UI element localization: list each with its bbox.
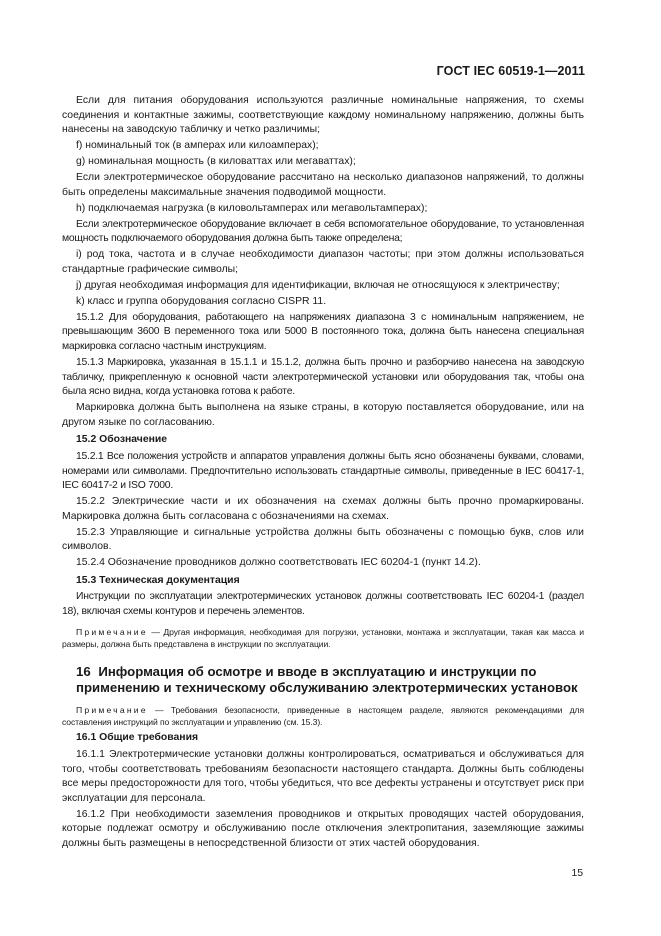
list-item-k: k) класс и группа оборудования согласно CISPR 11. bbox=[76, 295, 327, 307]
paragraph: Если электротермическое оборудование рассчитано на несколько диапазонов напряжений, то должны быть определены максимальные значения подводимой мощности. bbox=[62, 172, 584, 198]
clause-15-2-2: 15.2.2 Электрические части и их обозначения на схемах должны быть прочно промаркированы. Маркировка должна быть согласована с обозначениями на схемах. bbox=[62, 496, 584, 522]
note bbox=[62, 704, 584, 728]
clause-15-1-2: 15.1.2 Для оборудования, работающего на напряжениях диапазона 3 с номинальным напряжением, не превышающим 3600 В переменного тока или 5000 В постоянного тока, должна быть нанесена специальная маркировка согласно частным инструкциям. bbox=[62, 311, 584, 353]
page-content bbox=[62, 94, 584, 853]
note-text: — Другая информация, необходимая для погрузки, установки, монтажа и эксплуатации, такая как масса и размеры, должна быть представлена в инструкции по эксплуатации. bbox=[62, 626, 584, 649]
note-label: Примечание bbox=[76, 626, 148, 637]
paragraph: Если электротермическое оборудование включает в себя вспомогательное оборудование, то установленная мощность подключаемого оборудования должна быть также определена; bbox=[62, 218, 584, 245]
list-item-i: i) род тока, частота и в случае необходимости диапазон частоты; при этом должны использоваться стандартные графические символы; bbox=[62, 249, 584, 275]
page-number: 15 bbox=[571, 868, 583, 879]
section-title: Информация об осмотре и вводе в эксплуатацию и инструкции по применению и техническому обслуживанию электротермических установок bbox=[76, 664, 578, 696]
document-header: ГОСТ IEC 60519-1—2011 bbox=[436, 64, 585, 78]
clause-16-1-1: 16.1.1 Электротермические установки должны контролироваться, осматриваться и обслуживаться для того, чтобы соответствовать требованиям безопасности настоящего стандарта. Должны быть соблюдены все меры предосторожности для того, чтобы убедиться, что все дефекты устранены и отсутствует риск при эксплуатации для персонала. bbox=[62, 749, 584, 804]
note-label: Примечание bbox=[76, 705, 148, 716]
note-text: — Требования безопасности, приведенные в настоящем разделе, являются рекомендациями для составления инструкций по эксплуатации и управлению (см. 15.3). bbox=[62, 705, 584, 728]
clause-15-1-3: 15.1.3 Маркировка, указанная в 15.1.1 и 15.1.2, должна быть прочно и разборчиво нанесена на заводскую табличку, прикрепленную к основной части электротермической установки или оборудования так, чтобы она была ясно видна, когда установка готова к работе. bbox=[62, 357, 584, 398]
list-item-g: g) номинальная мощность (в киловаттах или мегаваттах); bbox=[76, 156, 356, 168]
subsection-heading-15-2: 15.2 Обозначение bbox=[76, 434, 168, 446]
paragraph: Инструкции по эксплуатации электротермических установок должны соответствовать IEC 60204-1 (раздел 18), включая схемы контуров и перечень элементов. bbox=[62, 591, 584, 618]
subsection-heading-16-1: 16.1 Общие требования bbox=[76, 732, 199, 744]
list-item-f: f) номинальный ток (в амперах или килоамперах); bbox=[76, 140, 319, 152]
list-item-j: j) другая необходимая информация для идентификации, включая не относящуюся к электричеству; bbox=[76, 279, 560, 291]
paragraph: Если для питания оборудования используются различные номинальные напряжения, то схемы соединения и контактные зажимы, соответствующие каждому номинальному напряжению, должны быть нанесены на заводскую табличку и четко различимы; bbox=[62, 95, 584, 136]
clause-15-2-3: 15.2.3 Управляющие и сигнальные устройства должны быть обозначены с помощью букв, слов или символов. bbox=[62, 526, 584, 553]
subsection-heading-15-3: 15.3 Техническая документация bbox=[76, 574, 240, 586]
clause-16-1-2: 16.1.2 При необходимости заземления проводников и открытых проводящих частей оборудования, которые подлежат осмотру и обслуживанию после отключения электропитания, заземляющие зажимы должны быть размещены в непосредственной близости от этих частей оборудования. bbox=[62, 808, 584, 850]
section-heading-16 bbox=[62, 664, 584, 696]
list-item-h: h) подключаемая нагрузка (в киловольтамперах или мегавольтамперах); bbox=[76, 202, 428, 214]
paragraph: Маркировка должна быть выполнена на языке страны, в которую поставляется оборудование, или на другом языке по согласованию. bbox=[62, 402, 584, 428]
note bbox=[62, 626, 584, 650]
clause-15-2-4: 15.2.4 Обозначение проводников должно соответствовать IEC 60204-1 (пункт 14.2). bbox=[76, 557, 481, 569]
clause-15-2-1: 15.2.1 Все положения устройств и аппаратов управления должны быть ясно обозначены буквами, словами, номерами или символами. Предпочтительно использовать стандартные символы, приведенные в IEC 60417-1, IEC 60417-2 и ISO 7000. bbox=[62, 450, 584, 492]
section-number: 16 bbox=[76, 664, 91, 680]
